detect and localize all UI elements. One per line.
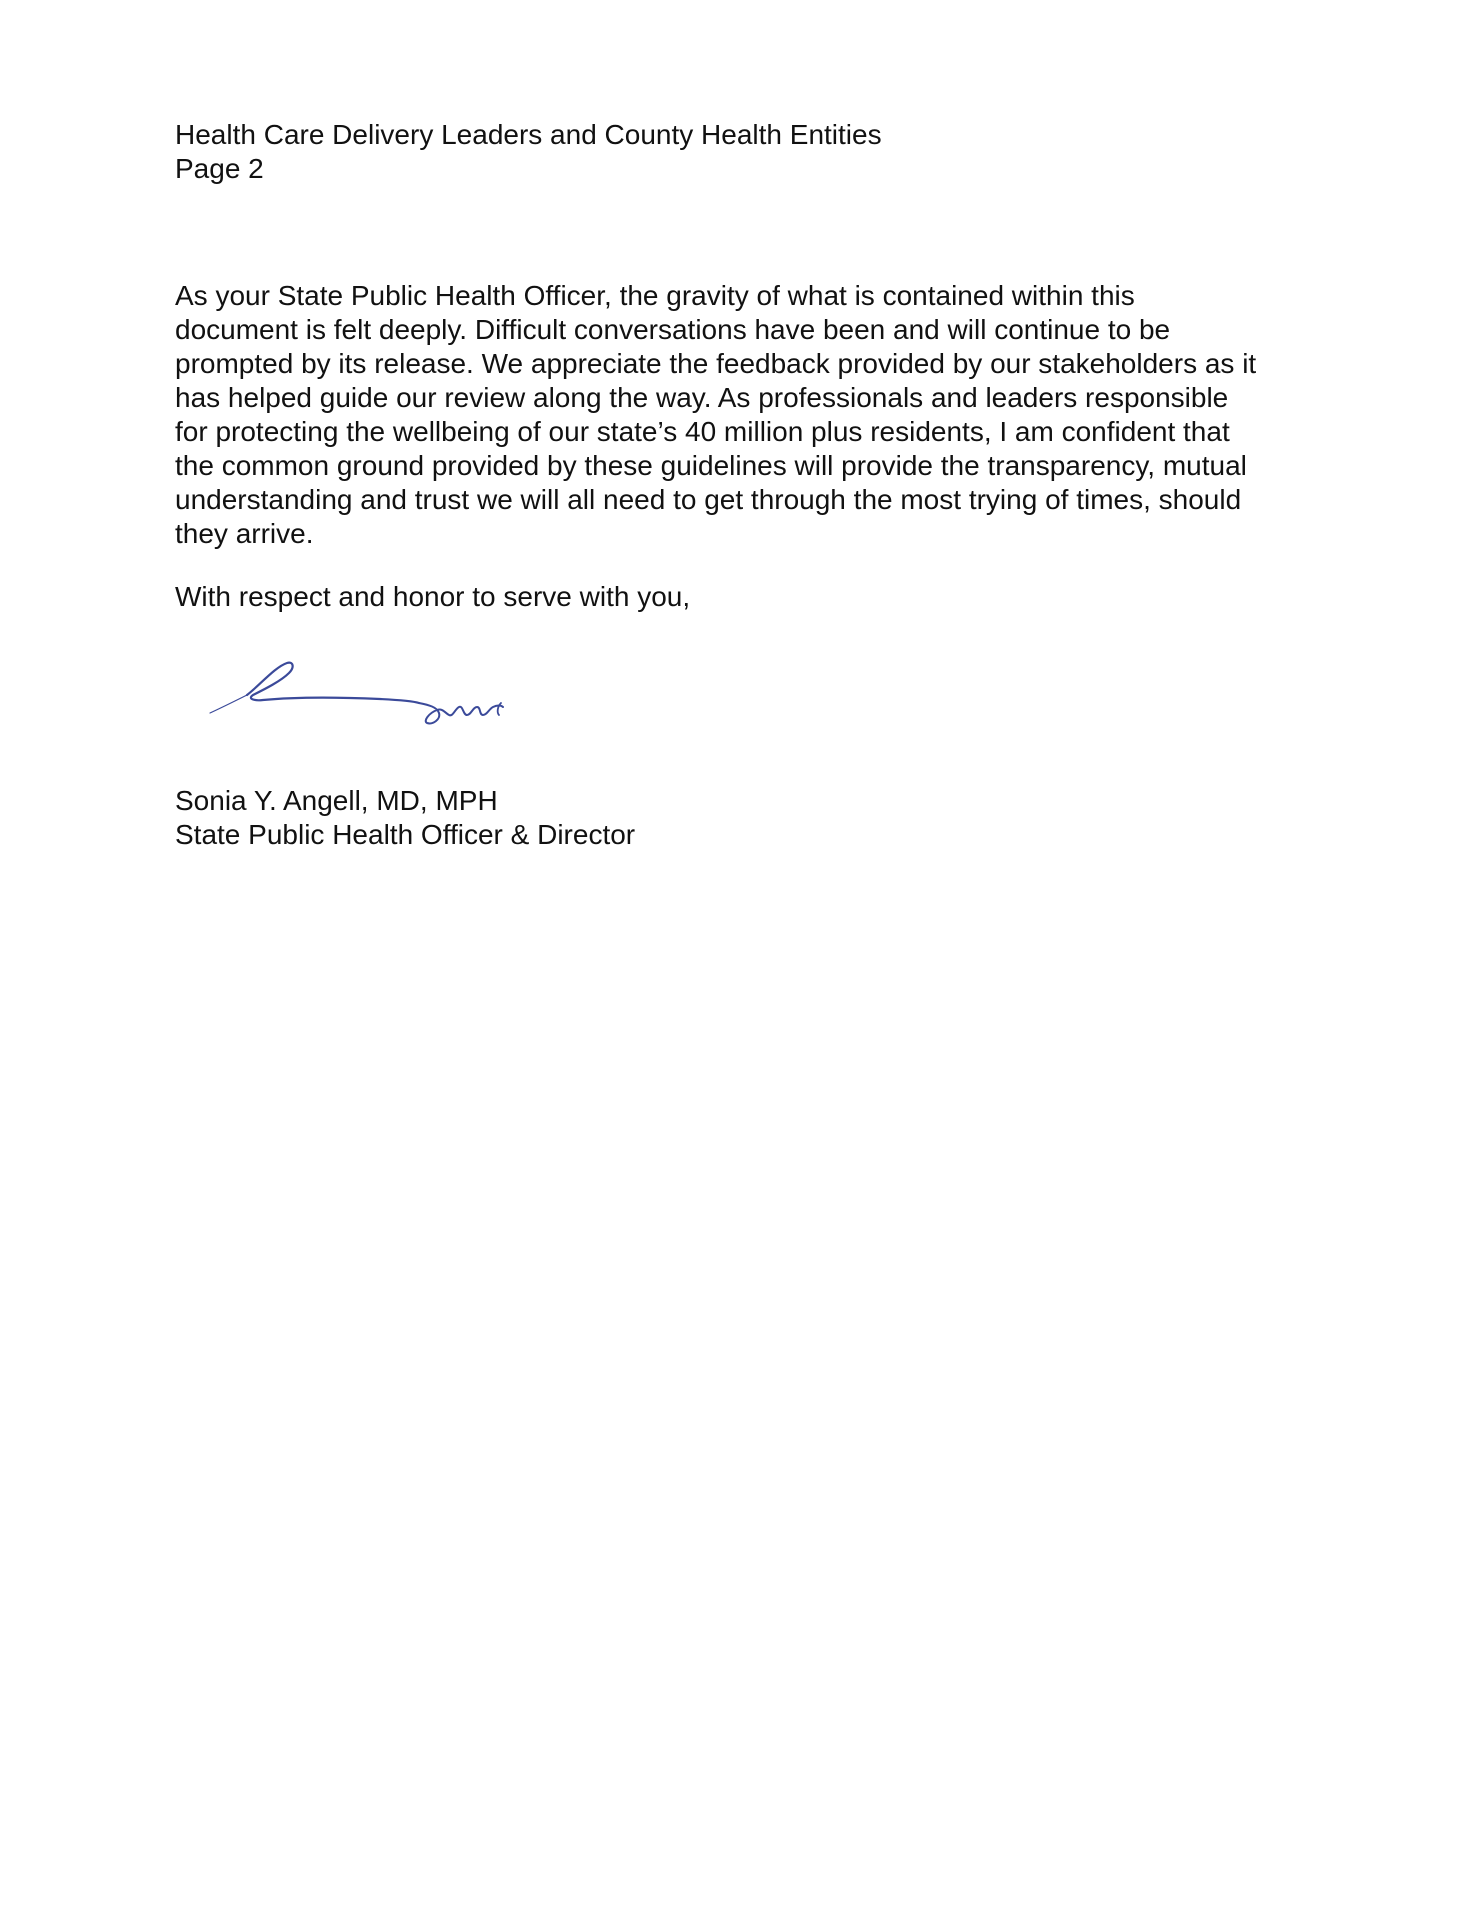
body-line: has helped guide our review along the way. As professionals and leaders responsible [175, 382, 1229, 413]
handwritten-signature [205, 655, 545, 735]
body-line: the common ground provided by these guidelines will provide the transparency, mutual [175, 450, 1247, 481]
recipient-line: Health Care Delivery Leaders and County Health Entities [175, 119, 882, 150]
letter-header [175, 118, 1325, 186]
body-line: they arrive. [175, 518, 314, 549]
signatory-block [175, 784, 1325, 852]
body-line: understanding and trust we will all need to get through the most trying of times, should [175, 484, 1242, 515]
body-line: prompted by its release. We appreciate the feedback provided by our stakeholders as it [175, 348, 1257, 379]
body-line: for protecting the wellbeing of our state’s 40 million plus residents, I am confident that [175, 416, 1230, 447]
body-paragraph [175, 279, 1325, 551]
signatory-title: State Public Health Officer & Director [175, 819, 636, 850]
body-line: As your State Public Health Officer, the gravity of what is contained within this [175, 280, 1135, 311]
valediction: With respect and honor to serve with you, [175, 581, 691, 612]
body-line: document is felt deeply. Difficult conversations have been and will continue to be [175, 314, 1171, 345]
page-number: Page 2 [175, 153, 264, 184]
closing-line [175, 580, 1325, 614]
signatory-name: Sonia Y. Angell, MD, MPH [175, 785, 498, 816]
